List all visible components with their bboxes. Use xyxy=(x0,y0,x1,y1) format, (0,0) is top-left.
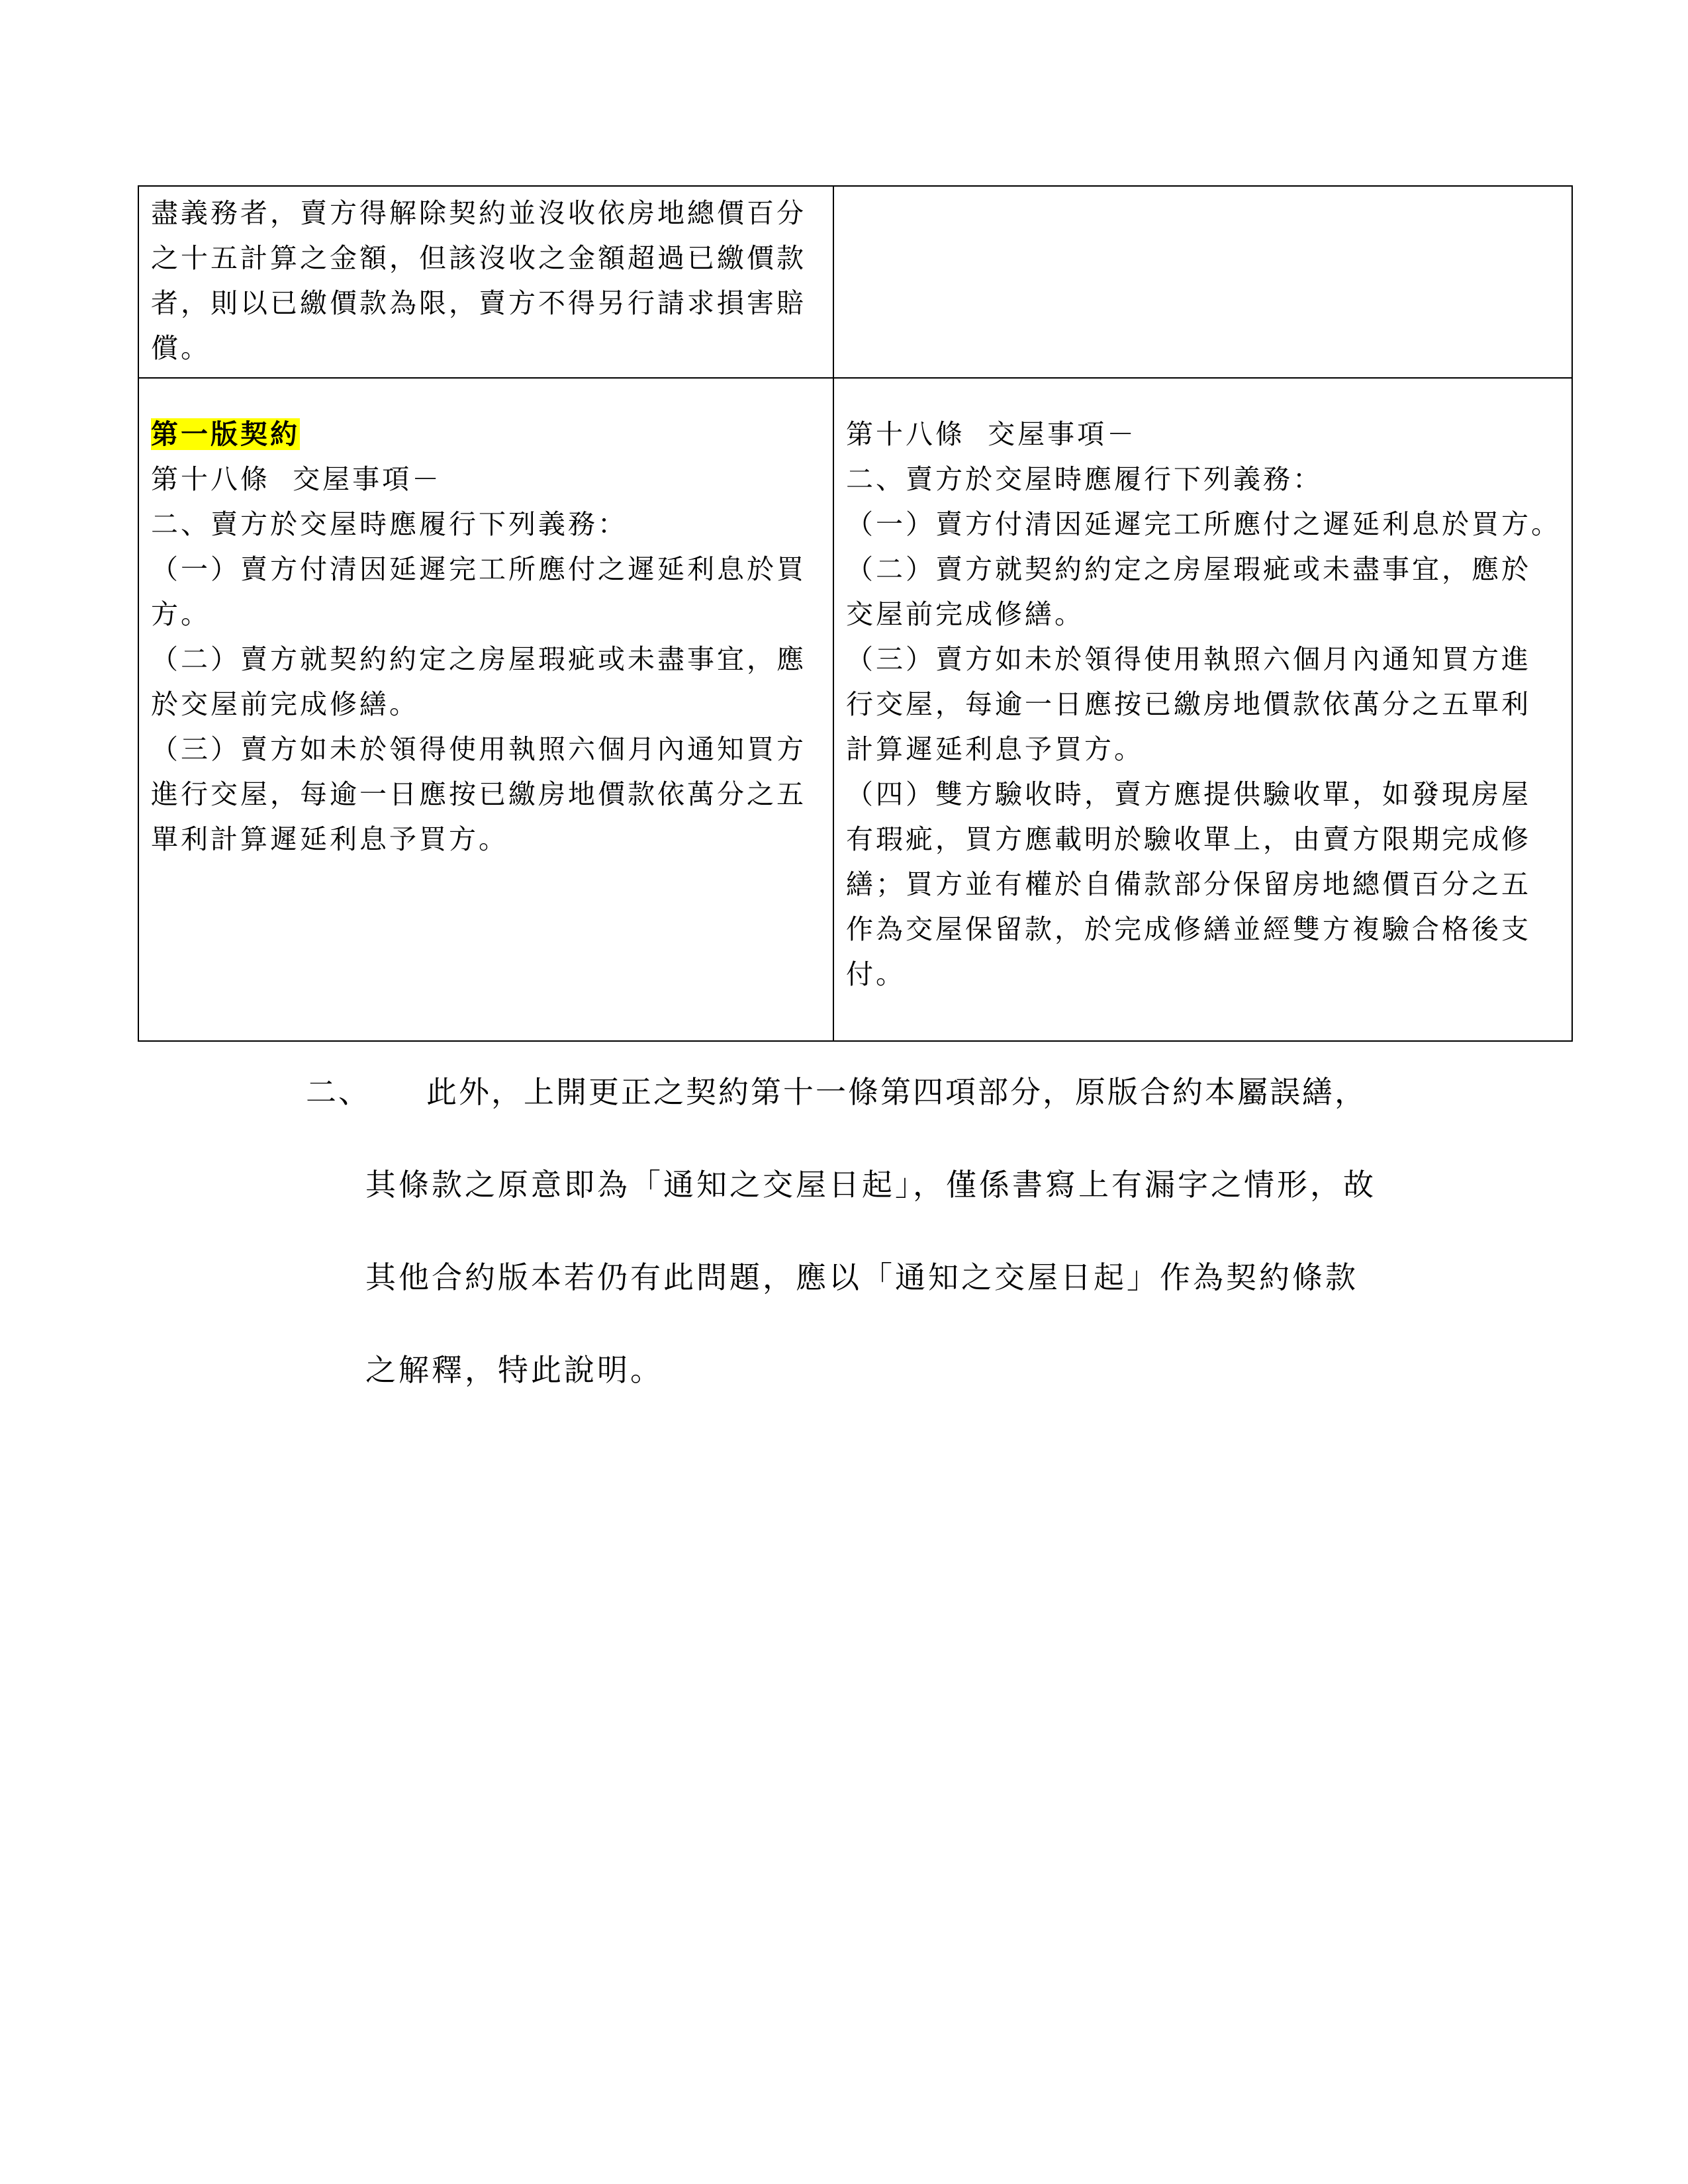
table-cell-right-empty xyxy=(833,186,1572,378)
table-row xyxy=(138,186,1572,378)
note-number: 二、 xyxy=(306,1074,371,1110)
cell-text-line: 第十八條 交屋事項－ xyxy=(151,463,442,495)
cell-text-line: 方。 xyxy=(151,598,211,630)
cell-text-line: 二、賣方於交屋時應履行下列義務： xyxy=(846,463,1323,495)
cell-text-line: 於交屋前完成修繕。 xyxy=(151,688,419,720)
table-row xyxy=(138,378,1572,1041)
cell-text-line: 作為交屋保留款，於完成修繕並經雙方複驗合格後支 xyxy=(846,913,1531,945)
version-label-line xyxy=(151,412,822,457)
contract-comparison-table xyxy=(138,185,1573,1042)
cell-text-line: 交屋前完成修繕。 xyxy=(846,598,1084,630)
cell-text-line: （四）雙方驗收時，賣方應提供驗收單，如發現房屋 xyxy=(846,778,1531,810)
table-cell-right xyxy=(833,378,1572,1041)
cell-text-line: 行交屋，每逾一日應按已繳房地價款依萬分之五單利 xyxy=(846,688,1531,720)
cell-text-line: 進行交屋，每逾一日應按已繳房地價款依萬分之五 xyxy=(151,778,806,810)
cell-text-line: （二）賣方就契約約定之房屋瑕疵或未盡事宜，應於 xyxy=(846,553,1531,585)
cell-text-line: （三）賣方如未於領得使用執照六個月內通知買方進 xyxy=(846,643,1531,675)
note-text: 此外，上開更正之契約第十一條第四項部分，原版合約本屬誤繕， xyxy=(426,1074,1367,1110)
first-version-label: 第一版契約 xyxy=(151,418,300,450)
cell-text-line: 繕；買方並有權於自備款部分保留房地總價百分之五 xyxy=(846,868,1531,900)
cell-text-line: 盡義務者，賣方得解除契約並沒收依房地總價百分 xyxy=(151,197,806,229)
cell-text-line: 單利計算遲延利息予買方。 xyxy=(151,823,508,855)
table-cell-left xyxy=(138,378,833,1041)
note-text-line: 其他合約版本若仍有此問題，應以「通知之交屋日起」作為契約條款 xyxy=(365,1259,1358,1295)
cell-text-line: （二）賣方就契約約定之房屋瑕疵或未盡事宜，應 xyxy=(151,643,806,675)
cell-text-line: 第十八條 交屋事項－ xyxy=(846,418,1137,450)
cell-text-line: 之十五計算之金額，但該沒收之金額超過已繳價款 xyxy=(151,242,806,274)
cell-text-line: 者，則以已繳價款為限，賣方不得另行請求損害賠 xyxy=(151,287,806,319)
cell-text-line: 二、賣方於交屋時應履行下列義務： xyxy=(151,508,628,540)
cell-text-line: 付。 xyxy=(846,958,906,990)
note-first-line xyxy=(306,1066,1367,1118)
cell-text-line: （三）賣方如未於領得使用執照六個月內通知買方 xyxy=(151,733,806,765)
cell-text-line: （一）賣方付清因延遲完工所應付之遲延利息於買方。 xyxy=(846,508,1561,540)
note-text-line: 之解釋，特此說明。 xyxy=(365,1352,663,1388)
cell-text-line: （一）賣方付清因延遲完工所應付之遲延利息於買 xyxy=(151,553,806,585)
note-text-line: 其條款之原意即為「通知之交屋日起」，僅係書寫上有漏字之情形，故 xyxy=(365,1167,1376,1203)
table-cell-left xyxy=(138,186,833,378)
cell-text-line: 計算遲延利息予買方。 xyxy=(846,733,1144,765)
cell-text-line: 有瑕疵，買方應載明於驗收單上，由賣方限期完成修 xyxy=(846,823,1531,855)
cell-text-line: 償。 xyxy=(151,332,211,364)
